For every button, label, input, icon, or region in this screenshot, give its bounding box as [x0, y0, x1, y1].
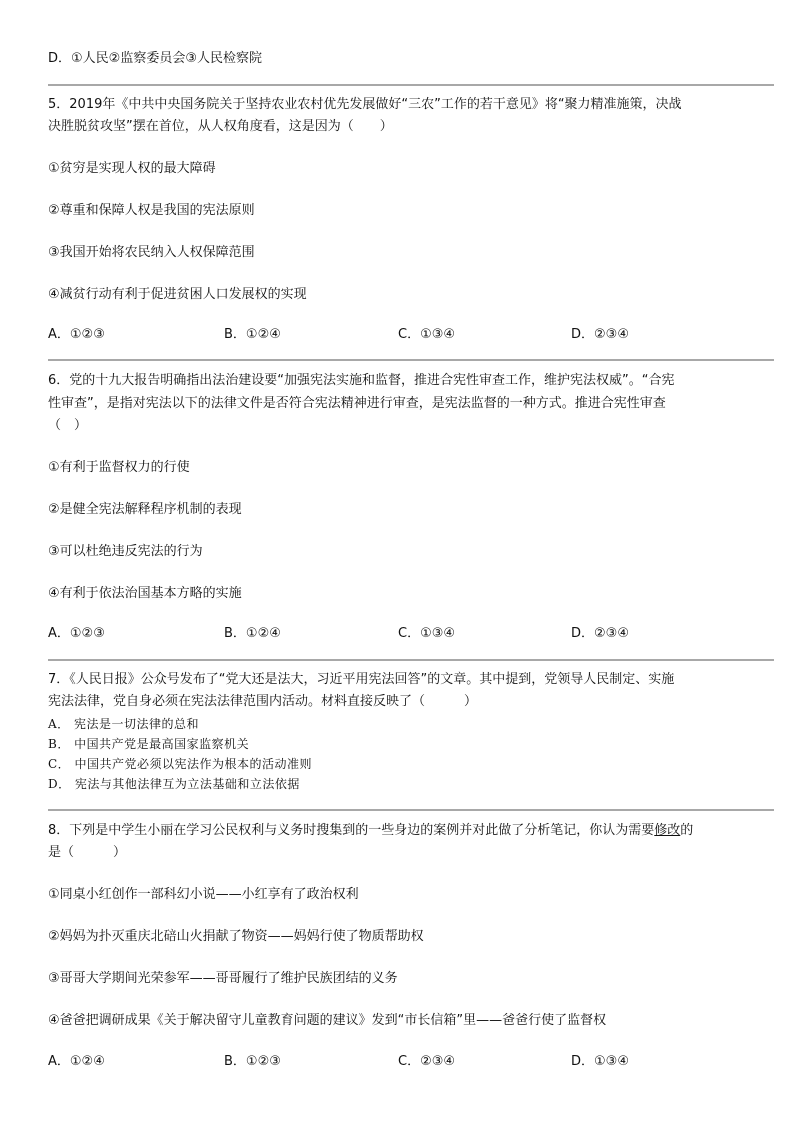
q7-option-d[interactable]: D． 宪法与其他法律互为立法基础和立法依据 [48, 777, 300, 791]
q8-stem-emphasis: 修改 [654, 823, 681, 838]
q7-stem-line2: 宪法法律，党自身必须在宪法法律范围内活动。材料直接反映了（ ） [48, 694, 478, 709]
q6-stem-line2: 性审查”，是指对宪法以下的法律文件是否符合宪法精神进行审查，是宪法监督的一种方式。推进合宪性审查 [48, 396, 666, 411]
q5-item-2: ②尊重和保障人权是我国的宪法原则 [48, 203, 255, 218]
q6-item-1: ①有利于监督权力的行使 [48, 460, 190, 475]
q5-option-a[interactable]: A．①②③ [48, 327, 105, 342]
q8-option-a[interactable]: A．①②④ [48, 1054, 105, 1069]
q6-item-4: ④有利于依法治国基本方略的实施 [48, 586, 242, 601]
q6-option-d[interactable]: D．②③④ [571, 626, 629, 641]
separator [48, 84, 774, 86]
q8-stem-line1 [48, 822, 693, 840]
q5-stem-line2: 决胜脱贫攻坚”摆在首位，从人权角度看，这是因为（ ） [48, 119, 393, 134]
separator [48, 659, 774, 661]
q8-item-1: ①同桌小红创作一部科幻小说——小红享有了政治权利 [48, 887, 359, 902]
q6-option-b[interactable]: B．①②④ [224, 626, 281, 641]
q7-option-a[interactable]: A． 宪法是一切法律的总和 [48, 717, 199, 731]
q6-stem-line3: （ ） [48, 418, 88, 433]
q8-option-d[interactable]: D．①③④ [571, 1054, 629, 1069]
q5-option-d[interactable]: D．②③④ [571, 327, 629, 342]
q4-option-d: D．①人民②监察委员会③人民检察院 [48, 51, 262, 66]
q6-option-c[interactable]: C．①③④ [398, 626, 456, 641]
q6-item-3: ③可以杜绝违反宪法的行为 [48, 544, 203, 559]
q6-option-a[interactable]: A．①②③ [48, 626, 105, 641]
q8-item-4: ④爸爸把调研成果《关于解决留守儿童教育问题的建议》发到“市长信箱”里——爸爸行使了监督权 [48, 1013, 607, 1028]
separator [48, 809, 774, 811]
q8-item-3: ③哥哥大学期间光荣参军——哥哥履行了维护民族团结的义务 [48, 971, 398, 986]
q5-item-3: ③我国开始将农民纳入人权保障范围 [48, 245, 255, 260]
q8-option-b[interactable]: B．①②③ [224, 1054, 281, 1069]
q5-stem-line1: 5．2019年《中共中央国务院关于坚持农业农村优先发展做好“三农”工作的若干意见》将“聚力精准施策，决战 [48, 97, 682, 112]
separator [48, 359, 774, 361]
q7-option-c[interactable]: C． 中国共产党必须以宪法作为根本的活动准则 [48, 757, 312, 771]
q8-stem-tail: 的 [680, 823, 694, 838]
q5-option-c[interactable]: C．①③④ [398, 327, 456, 342]
q8-stem-text: 8．下列是中学生小丽在学习公民权利与义务时搜集到的一些身边的案例并对此做了分析笔记，你认为需要 [48, 823, 655, 838]
q6-item-2: ②是健全宪法解释程序机制的表现 [48, 502, 242, 517]
q5-option-b[interactable]: B．①②④ [224, 327, 281, 342]
q8-option-c[interactable]: C．②③④ [398, 1054, 456, 1069]
q7-stem-line1: 7．《人民日报》公众号发布了“党大还是法大，习近平用宪法回答”的文章。其中提到，党领导人民制定、实施 [48, 672, 675, 687]
q8-stem-line2: 是（ ） [48, 845, 127, 860]
q8-item-2: ②妈妈为扑灭重庆北碚山火捐献了物资——妈妈行使了物质帮助权 [48, 929, 424, 944]
q6-stem-line1: 6．党的十九大报告明确指出法治建设要“加强宪法实施和监督，推进合宪性审查工作，维护宪法权威”。“合宪 [48, 373, 675, 388]
q7-option-b[interactable]: B． 中国共产党是最高国家监察机关 [48, 737, 250, 751]
q5-item-1: ①贫穷是实现人权的最大障碍 [48, 161, 216, 176]
q5-item-4: ④减贫行动有利于促进贫困人口发展权的实现 [48, 287, 307, 302]
